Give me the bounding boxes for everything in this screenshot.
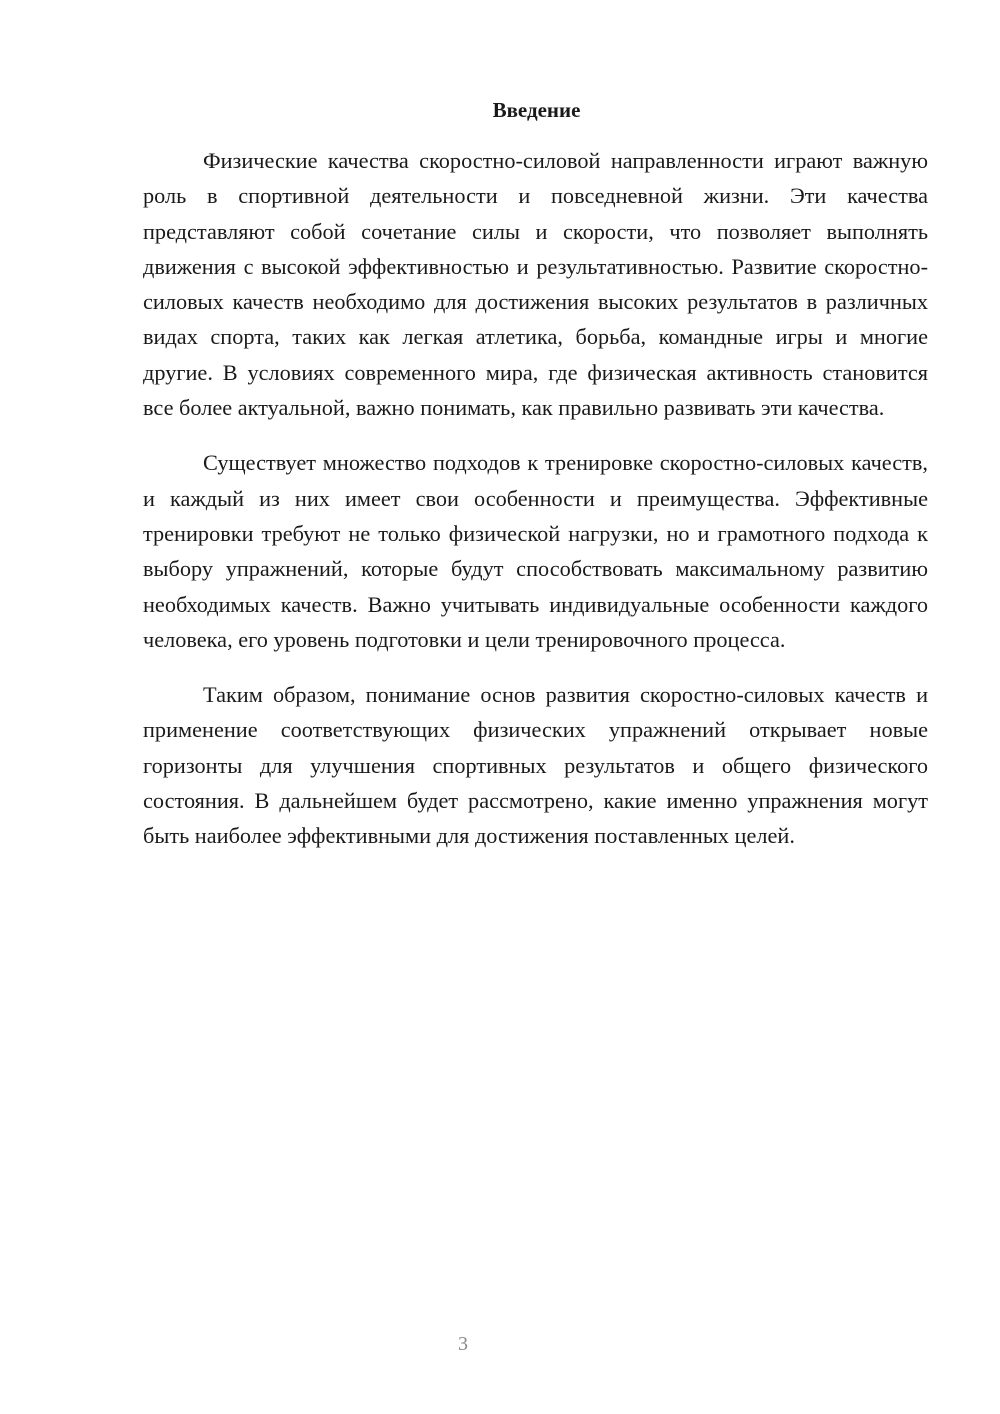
paragraph-1: Физические качества скоростно-силовой направленности играют важную роль в спортивной деятельности и повседневной жизни. Эти качества представляют собой сочетание силы и скорости, что позволяет выполнять движения с высокой эффективностью и результативностью. Развитие скоростно-силовых качеств необходимо для достижения высоких результатов в различных видах спорта, таких как легкая атлетика, борьба, командные игры и многие другие. В условиях современного мира, где физическая активность становится все более актуальной, важно понимать, как правильно развивать эти качества. xyxy=(143,148,928,421)
section-title: Введение xyxy=(492,98,581,122)
page-content xyxy=(143,93,928,854)
paragraph-2: Существует множество подходов к тренировке скоростно-силовых качеств, и каждый из них имеет свои особенности и преимущества. Эффективные тренировки требуют не только физической нагрузки, но и грамотного подхода к выбору упражнений, которые будут способствовать максимальному развитию необходимых качеств. Важно учитывать индивидуальные особенности каждого человека, его уровень подготовки и цели тренировочного процесса. xyxy=(143,450,928,652)
page-number: 3 xyxy=(458,1333,468,1355)
paragraph-3: Таким образом, понимание основ развития скоростно-силовых качеств и применение соответствующих физических упражнений открывает новые горизонты для улучшения спортивных результатов и общего физического состояния. В дальнейшем будет рассмотрено, какие именно упражнения могут быть наиболее эффективными для достижения поставленных целей. xyxy=(143,682,928,849)
